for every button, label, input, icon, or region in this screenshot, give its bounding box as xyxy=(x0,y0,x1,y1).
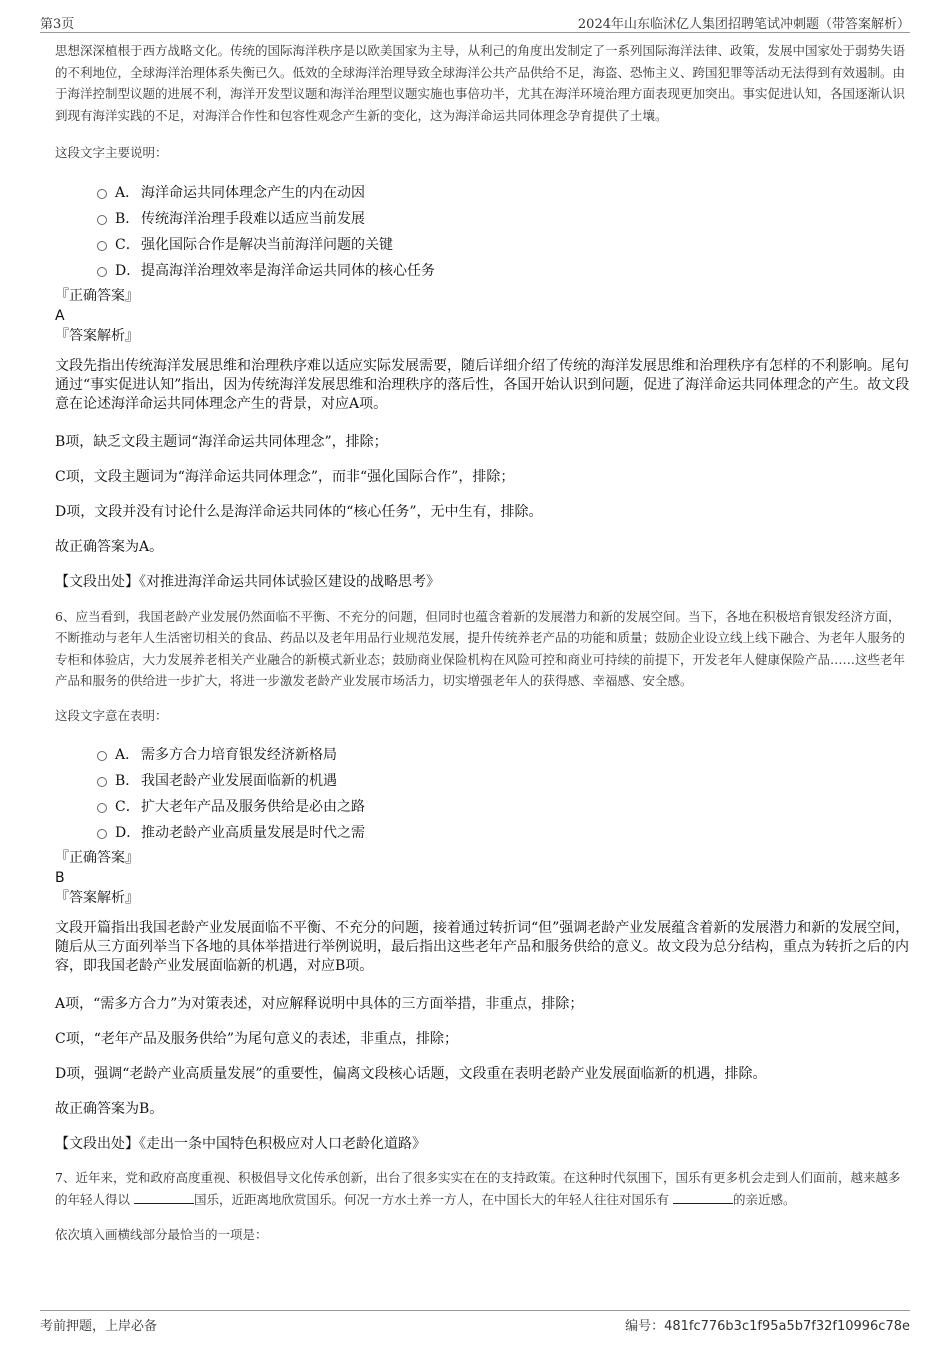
q6-analysis-d: D项，强调“老龄产业高质量发展”的重要性，偏离文段核心话题，文段重在表明老龄产业发展面临新的机遇，排除。 xyxy=(55,1066,767,1082)
q5-analysis-main: 文段先指出传统海洋发展思维和治理秩序难以适应实际发展需要，随后详细介绍了传统的海洋发展思维和治理秩序有怎样的不利影响。尾句通过“事实促进认知”指出，因为传统海洋发展思维和治理秩序的落后性，各国开始认识到问题，促进了海洋命运共同体理念的产生。故文段意在论述海洋命运共同体理念产生的背景，对应A项。 xyxy=(55,357,910,412)
q5-analysis-label: 『答案解析』 xyxy=(55,327,139,344)
fill-blank-1 xyxy=(134,1191,194,1204)
q6-answer-label: 『正确答案』 xyxy=(55,850,139,866)
q5-analysis-d: D项，文段并没有讨论什么是海洋命运共同体的“核心任务”，无中生有，排除。 xyxy=(55,503,543,520)
radio-icon[interactable] xyxy=(97,267,107,277)
radio-icon[interactable] xyxy=(97,803,107,813)
radio-icon[interactable] xyxy=(97,829,107,839)
radio-icon[interactable] xyxy=(97,777,107,787)
q6-option-a[interactable]: A． 需多方合力培育银发经济新格局 xyxy=(95,742,910,768)
q5-passage: 思想深深植根于西方战略文化。传统的国际海洋秩序是以欧美国家为主导，从利己的角度出发制定了一系列国际海洋法律、政策，发展中国家处于弱势失语的不利地位，全球海洋治理体系失衡已久。低效的全球海洋治理导致全球海洋公共产品供给不足，海盗、恐怖主义、跨国犯罪等活动无法得到有效遏制。由于海洋控制型议题的进展不利，海洋开发型议题和海洋治理型议题实施也事倍功半，尤其在海洋环境治理方面表现更加突出。事实促进认知，各国逐渐认识到现有海洋实践的不足，对海洋合作性和包容性观念产生新的变化，这为海洋命运共同体理念孕育提供了土壤。 xyxy=(55,43,906,123)
radio-icon[interactable] xyxy=(97,215,107,225)
q5-option-d[interactable]: D．提高海洋治理效率是海洋命运共同体的核心任务 xyxy=(95,258,910,284)
radio-icon[interactable] xyxy=(97,241,107,251)
q6-passage: 6、应当看到，我国老龄产业发展仍然面临不平衡、不充分的问题，但同时也蕴含着新的发展潜力和新的发展空间。当下，各地在积极培育银发经济方面，不断推动与老年人生活密切相关的食品、药品以及老年用品行业规范发展，提升传统养老产品的功能和质量；鼓励企业设立线上线下融合、为老年人服务的专柜和体验店，大力发展养老相关产业融合的新模式新业态；鼓励商业保险机构在风险可控和商业可持续的前提下，开发老年人健康保险产品……这些老年产品和服务的供给进一步扩大，将进一步激发老龄产业发展市场活力，切实增强老年人的获得感、幸福感、安全感。 xyxy=(55,608,906,688)
document-id: 编号：481fc776b3c1f95a5b7f32f10996c78e xyxy=(625,1319,910,1334)
q6-analysis-c: C项，“老年产品及服务供给”为尾句意义的表述，非重点，排除； xyxy=(55,1031,459,1047)
q5-option-c[interactable]: C．强化国际合作是解决当前海洋问题的关键 xyxy=(95,232,910,258)
page-footer xyxy=(40,1310,910,1335)
q6-conclusion: 故正确答案为B。 xyxy=(55,1101,164,1117)
q6-option-c[interactable]: C．扩大老年产品及服务供给是必由之路 xyxy=(95,794,910,820)
q5-analysis-b: B项，缺乏文段主题词“海洋命运共同体理念”，排除； xyxy=(55,433,388,450)
q5-answer-label: 『正确答案』 xyxy=(55,287,139,304)
q6-question: 这段文字意在表明： xyxy=(55,707,168,723)
radio-icon[interactable] xyxy=(97,751,107,761)
q5-conclusion: 故正确答案为A。 xyxy=(55,538,164,555)
page-number: 第3页 xyxy=(40,17,75,32)
q6-option-d[interactable]: D．推动老龄产业高质量发展是时代之需 xyxy=(95,820,910,846)
q6-options xyxy=(95,742,910,846)
q5-question: 这段文字主要说明： xyxy=(55,145,168,160)
radio-icon[interactable] xyxy=(97,189,107,199)
q6-answer: B xyxy=(55,870,65,886)
q5-source: 【文段出处】《对推进海洋命运共同体试验区建设的战略思考》 xyxy=(55,573,440,590)
q5-analysis-c: C项，文段主题词为“海洋命运共同体理念”，而非“强化国际合作”，排除； xyxy=(55,468,515,485)
footer-slogan: 考前押题，上岸必备 xyxy=(40,1319,158,1334)
q6-analysis-label: 『答案解析』 xyxy=(55,890,139,906)
q5-option-a[interactable]: A． 海洋命运共同体理念产生的内在动因 xyxy=(95,180,910,206)
q5-answer: A xyxy=(55,307,65,324)
q5-options xyxy=(95,180,910,284)
q7-passage: 7、近年来，党和政府高度重视、积极倡导文化传承创新，出台了很多实实在在的支持政策。在这种时代氛围下，国乐有更多机会走到人们面前，越来越多的年轻人得以 国乐，近距离地欣赏国乐。何况一方水土养一方人，在中国长大的年轻人往往对国乐有 的亲近感。 xyxy=(55,1170,901,1207)
fill-blank-2 xyxy=(673,1191,733,1204)
q6-analysis-a: A项，“需多方合力”为对策表述，对应解释说明中具体的三方面举措，非重点，排除； xyxy=(55,996,584,1012)
q6-source: 【文段出处】《走出一条中国特色积极应对人口老龄化道路》 xyxy=(55,1136,426,1152)
document-title: 2024年山东临沭亿人集团招聘笔试冲刺题（带答案解析） xyxy=(577,17,910,32)
q5-option-b[interactable]: B． 传统海洋治理手段难以适应当前发展 xyxy=(95,206,910,232)
page-content xyxy=(55,40,910,1246)
page-header xyxy=(40,10,910,33)
q6-analysis-main: 文段开篇指出我国老龄产业发展面临不平衡、不充分的问题，接着通过转折词“但”强调老龄产业发展蕴含着新的发展潜力和新的发展空间，随后从三方面列举当下各地的具体举措进行举例说明，最后指出这些老年产品和服务供给的意义。故文段为总分结构，重点为转折之后的内容，即我国老龄产业发展面临新的机遇，对应B项。 xyxy=(55,920,910,974)
q6-option-b[interactable]: B． 我国老龄产业发展面临新的机遇 xyxy=(95,768,910,794)
q7-question: 依次填入画横线部分最恰当的一项是： xyxy=(55,1227,268,1242)
